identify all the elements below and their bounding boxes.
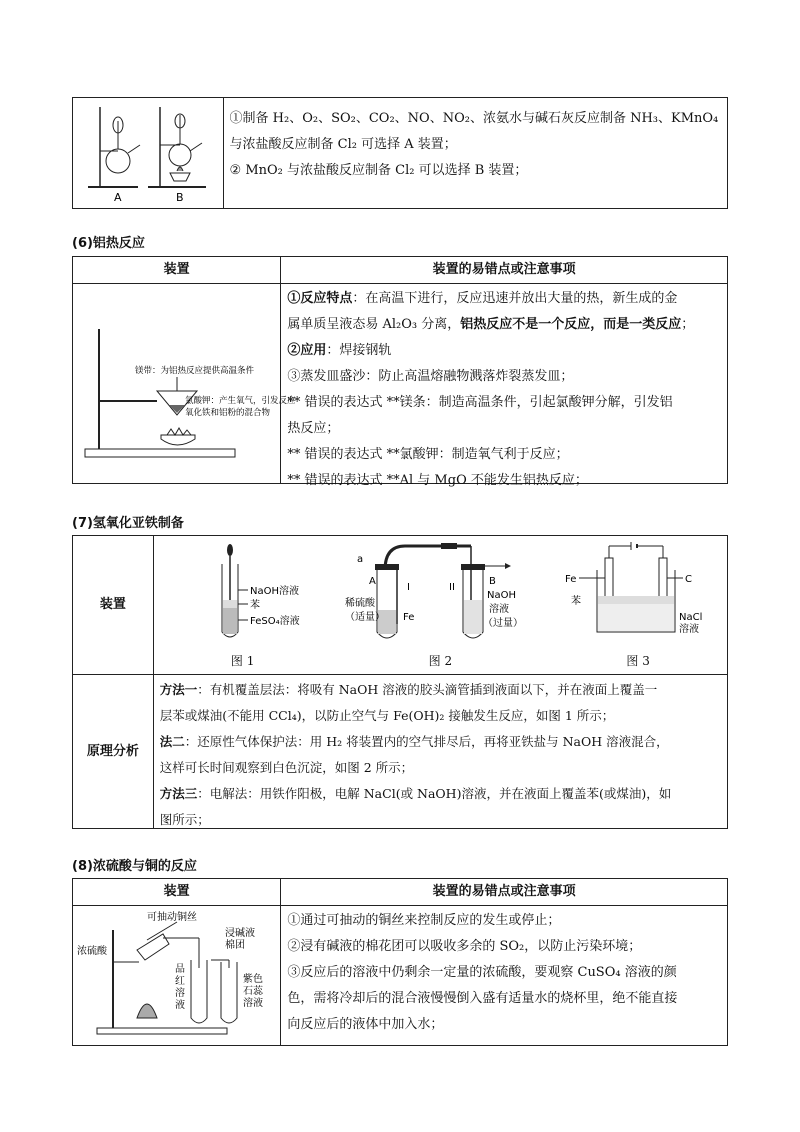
figure-1 bbox=[168, 540, 318, 669]
note-text-3: ：焊接钢轨 bbox=[326, 343, 392, 358]
note8-line-1: ①通过可抽动的铜丝来控制反应的发生或停止； bbox=[287, 913, 561, 928]
label-kclo3: 氯酸钾：产生氧气，引发反应 bbox=[184, 395, 296, 406]
analysis-notes bbox=[153, 675, 727, 828]
note-line-4: ③蒸发皿盛沙：防止高温熔融物溅落炸裂蒸发皿； bbox=[287, 369, 574, 384]
note-line-3: ② MnO₂ 与浓盐酸反应制备 Cl₂ 可以选择 B 装置； bbox=[229, 163, 528, 178]
figure-3 bbox=[563, 540, 713, 669]
note-bold-3: ②应用 bbox=[287, 343, 327, 358]
method-2-text: ：还原性气体保护法：用 H₂ 将装置内的空气排尽后，再将亚铁盐与 NaOH 溶液混合， bbox=[184, 734, 669, 749]
fig3-label-fe: Fe bbox=[565, 574, 577, 585]
fig2-label-b: B bbox=[489, 576, 497, 587]
label-a: A bbox=[113, 191, 122, 204]
note-line-1: ①制备 H₂、O₂、SO₂、CO₂、NO、NO₂、浓氨水与碱石灰反应制备 NH₃、KMnO₄ bbox=[229, 111, 719, 126]
fig8-label-rong: 溶 bbox=[174, 987, 185, 999]
cu-h2so4-figure bbox=[73, 906, 280, 1045]
note-bold-1: ①反应特点 bbox=[287, 291, 353, 306]
fig2-label-acid: 稀硫酸 bbox=[345, 598, 376, 609]
method-2-text-2: 这样可长时间观察到白色沉淀，如图 2 所示； bbox=[159, 760, 414, 775]
note8-line-3: ③反应后的溶液中仍剩余一定量的浓硫酸，要观察 CuSO₄ 溶液的颜 bbox=[287, 965, 677, 980]
fig8-label-cu-wire: 可抽动铜丝 bbox=[146, 911, 197, 923]
col-header-apparatus-8: 装置 bbox=[163, 884, 190, 899]
thermite-figure bbox=[73, 284, 296, 483]
gas-apparatus-figure bbox=[73, 98, 223, 208]
note8-line-4: 色，需将冷却后的混合液慢慢倒入盛有适量水的烧杯里，绝不能直接 bbox=[287, 991, 678, 1006]
section-7-title: (7)氢氧化亚铁制备 bbox=[72, 516, 184, 531]
note-bold-2: 铝热反应不是一个反应，而是一类反应 bbox=[460, 317, 682, 332]
method-3-bold: 方法三 bbox=[159, 786, 198, 801]
figure-2-image bbox=[345, 540, 535, 648]
fig2-label-ii: II bbox=[449, 582, 456, 593]
fig8-label-acid: 浓硫酸 bbox=[76, 945, 107, 957]
note8-line-2: ②浸有碱液的棉花团可以吸收多余的 SO₂，以防止污染环境； bbox=[287, 939, 642, 954]
fig1-label-feso4: FeSO₄溶液 bbox=[249, 616, 300, 627]
fig2-label-a-lower: a bbox=[357, 554, 364, 565]
note-line-5: ** 错误的表达式 **镁条：制造高温条件，引起氯酸钾分解，引发铝 bbox=[287, 395, 673, 410]
method-3-text-2: 图所示； bbox=[159, 812, 210, 827]
figure-3-caption: 图 3 bbox=[626, 654, 650, 668]
row-header-analysis: 原理分析 bbox=[86, 744, 139, 759]
note-end-2: ； bbox=[681, 317, 695, 332]
fig8-label-pin: 品 bbox=[174, 963, 185, 975]
fig1-label-benzene: 苯 bbox=[249, 600, 260, 611]
fig2-label-acid-amt: （适量） bbox=[345, 612, 386, 623]
fig2-label-naoh: NaOH bbox=[487, 590, 517, 601]
method-2-bold: 法二 bbox=[159, 734, 185, 749]
label-mixture: 氧化铁和铝粉的混合物 bbox=[184, 407, 270, 418]
section-8-title: (8)浓硫酸与铜的反应 bbox=[72, 859, 197, 874]
figure-1-caption: 图 1 bbox=[230, 654, 255, 668]
fig2-label-excess: （过量） bbox=[483, 618, 524, 629]
fig8-label-alkali: 浸碱液 bbox=[224, 927, 255, 939]
col-header-notes-8: 装置的易错点或注意事项 bbox=[280, 879, 727, 905]
fig2-label-fe: Fe bbox=[403, 612, 415, 623]
fig3-label-solution: 溶液 bbox=[679, 624, 700, 635]
figure-2-caption: 图 2 bbox=[428, 654, 453, 668]
note-text-1: ：在高温下进行，反应迅速并放出大量的热，新生成的金 bbox=[352, 291, 678, 306]
col-header-apparatus: 装置 bbox=[163, 262, 190, 277]
fig8-label-hong: 红 bbox=[174, 975, 185, 987]
method-1-text: ：有机覆盖层法：将吸有 NaOH 溶液的胶头滴管插到液面以下，并在液面上覆盖一 bbox=[197, 682, 658, 697]
fig2-label-solution: 溶液 bbox=[489, 604, 510, 615]
gas-prep-table bbox=[72, 97, 728, 209]
fig8-label-purple: 紫色 bbox=[242, 973, 263, 985]
apparatus-ab-image bbox=[78, 101, 218, 205]
gas-prep-notes bbox=[223, 98, 727, 208]
cu-h2so4-notes bbox=[280, 906, 727, 1045]
method-1-text-2: 层苯或煤油(不能用 CCl₄)，以防止空气与 Fe(OH)₂ 接触发生反应，如图 1 所示； bbox=[159, 708, 615, 723]
fig3-label-c: C bbox=[685, 574, 693, 585]
method-3-text: ：电解法：用铁作阳极，电解 NaCl(或 NaOH)溶液，并在液面上覆盖苯(或煤油)，如 bbox=[197, 786, 672, 801]
cu-h2so4-table bbox=[72, 878, 728, 1046]
fig3-label-nacl: NaCl bbox=[679, 612, 703, 623]
feoh2-figures bbox=[153, 536, 727, 674]
method-1-bold: 方法一 bbox=[159, 682, 198, 697]
note-line-7: ** 错误的表达式 **氯酸钾：制造氧气利于反应； bbox=[287, 447, 569, 462]
row-header-apparatus: 装置 bbox=[99, 597, 126, 612]
figure-2 bbox=[345, 540, 535, 669]
note8-line-5: 向反应后的液体中加入水； bbox=[287, 1017, 444, 1032]
fig8-label-ye: 液 bbox=[174, 999, 185, 1011]
figure-3-image bbox=[563, 540, 713, 648]
fig8-label-cotton: 棉团 bbox=[224, 939, 245, 951]
note-line-6: 热反应； bbox=[287, 421, 340, 436]
section-6-title: (6)铝热反应 bbox=[72, 236, 145, 251]
fig1-label-naoh: NaOH溶液 bbox=[249, 586, 299, 597]
cu-h2so4-apparatus-image bbox=[77, 910, 277, 1042]
note-line-8: ** 错误的表达式 **Al 与 MgO 不能发生铝热反应； bbox=[287, 473, 588, 488]
fig8-label-litmus: 石蕊 bbox=[242, 985, 263, 997]
feoh2-table bbox=[72, 535, 728, 829]
thermite-notes bbox=[280, 284, 727, 488]
fig2-label-a: A bbox=[369, 576, 377, 587]
note-text-2: 属单质呈液态易 Al₂O₃ 分离， bbox=[287, 317, 461, 332]
thermite-apparatus-image bbox=[77, 289, 296, 479]
fig8-label-solution: 溶液 bbox=[242, 997, 263, 1009]
note-line-2: 与浓盐酸反应制备 Cl₂ 可选择 A 装置； bbox=[229, 137, 457, 152]
figure-1-image bbox=[168, 540, 318, 648]
fig3-label-benzene: 苯 bbox=[571, 596, 582, 607]
label-mg-strip: 镁带：为铝热反应提供高温条件 bbox=[134, 365, 254, 376]
label-b: B bbox=[175, 191, 184, 204]
col-header-notes: 装置的易错点或注意事项 bbox=[280, 257, 727, 283]
thermite-table bbox=[72, 256, 728, 488]
fig2-label-i: I bbox=[407, 582, 411, 593]
